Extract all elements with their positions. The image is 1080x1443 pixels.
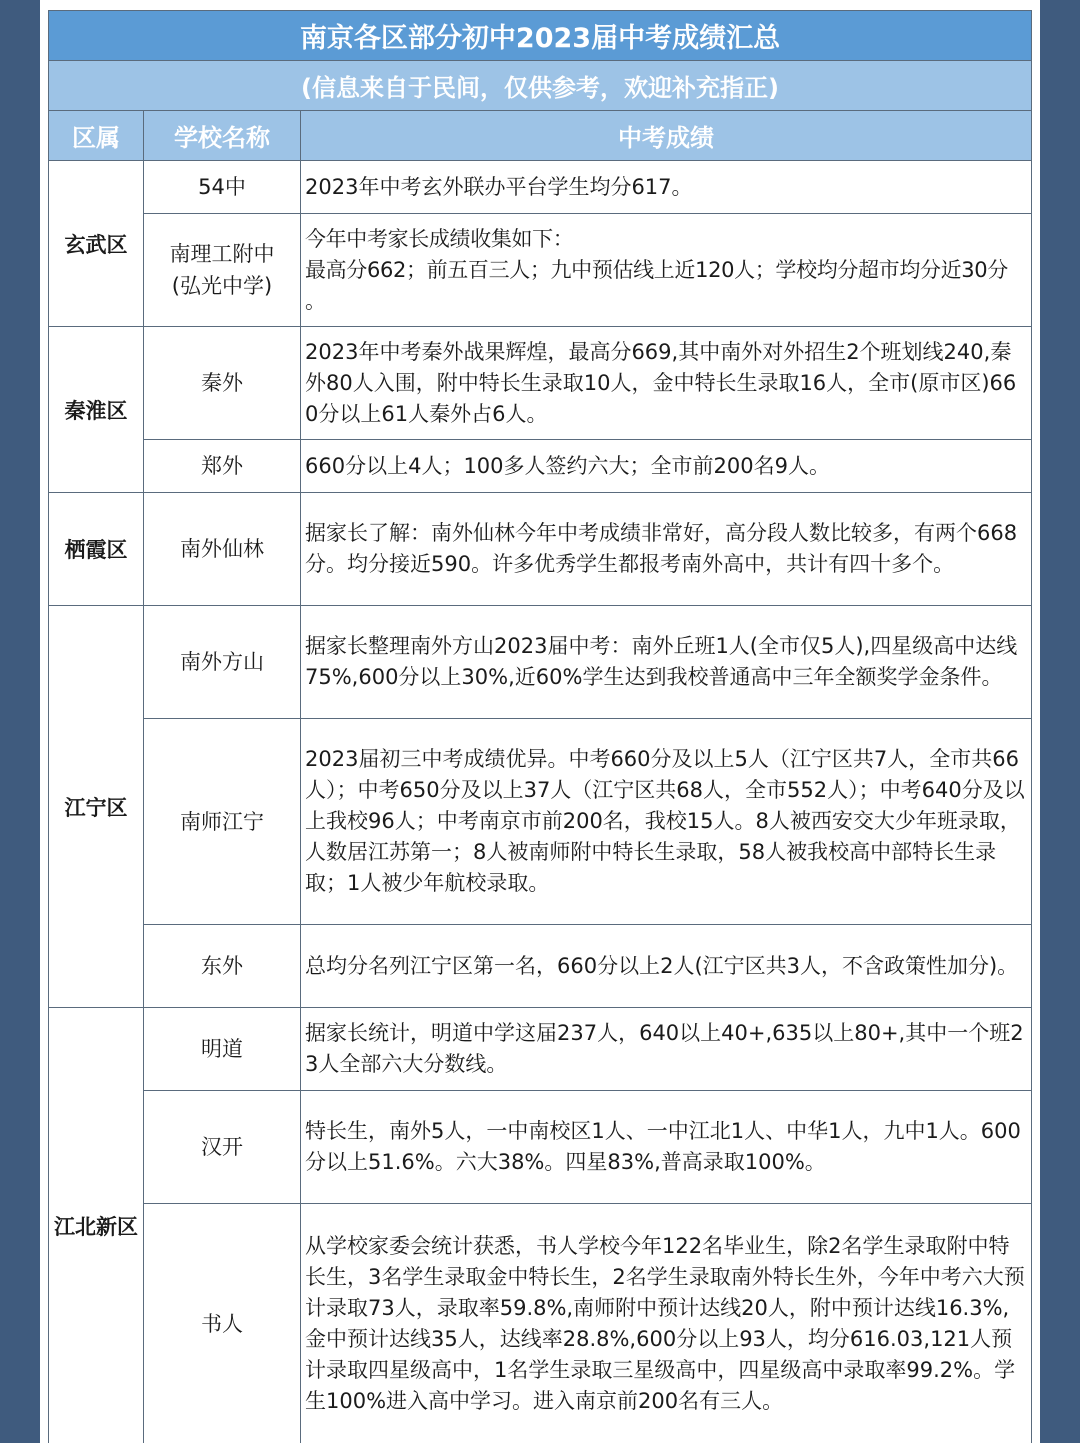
result-text: 2023届初三中考成绩优异。中考660分及以上5人（江宁区共7人，全市共66人）；中考650分及以上37人（江宁区共68人，全市552人）；中考640分及以上我校96人；中考南京市前200名，我校15人。8人被西安交大少年班录取，人数居江苏第一；8人被南师附中特长生录取，58人被我校高中部特长生录取；1人被少年航校录取。	[305, 747, 1025, 895]
school-cell: 秦外	[144, 327, 301, 440]
result-text: 今年中考家长成绩收集如下：	[305, 226, 574, 251]
scores-table	[48, 10, 1032, 1443]
school-cell: 南外仙林	[144, 493, 301, 606]
school-name-line: (弘光中学)	[171, 274, 273, 298]
school-cell: 南师江宁	[144, 719, 301, 925]
header-school: 学校名称	[144, 111, 301, 161]
district-cell: 秦淮区	[49, 327, 144, 493]
result-cell	[301, 606, 1032, 719]
result-cell	[301, 493, 1032, 606]
school-cell: 郑外	[144, 440, 301, 493]
table-title: 南京各区部分初中2023届中考成绩汇总	[49, 11, 1032, 61]
table-row	[49, 1204, 1032, 1443]
table-row	[49, 719, 1032, 925]
school-cell: 汉开	[144, 1091, 301, 1204]
result-text: 660分以上4人；100多人签约六大；全市前200名9人。	[305, 453, 830, 478]
table-row	[49, 214, 1032, 327]
result-cell	[301, 327, 1032, 440]
school-cell: 明道	[144, 1008, 301, 1091]
school-name-line: 南理工附中	[169, 242, 275, 266]
result-text: 从学校家委会统计获悉，书人学校今年122名毕业生，除2名学生录取附中特长生，3名学生录取金中特长生，2名学生录取南外特长生外，今年中考六大预计录取73人，录取率59.8%,南师附中预计达线20人，附中预计达线16.3%,金中预计达线35人，达线率28.8%,600分以上93人，均分616.03,121人预计录取四星级高中，1名学生录取三星级高中，四星级高中录取率99.2%。学生100%进入高中学习。进入南京前200名有三人。	[305, 1233, 1025, 1413]
result-text: 据家长整理南外方山2023届中考：南外丘班1人(全市仅5人),四星级高中达线75%,600分以上30%,近60%学生达到我校普通高中三年全额奖学金条件。	[305, 634, 1018, 689]
result-text: 据家长统计，明道中学这届237人，640以上40+,635以上80+,其中一个班23人全部六大分数线。	[305, 1021, 1024, 1076]
table-subtitle: (信息来自于民间，仅供参考，欢迎补充指正)	[49, 61, 1032, 111]
result-text: 特长生，南外5人，一中南校区1人、一中江北1人、中华1人，九中1人。600分以上51.6%。六大38%。四星83%,普高录取100%。	[305, 1119, 1021, 1174]
table-row	[49, 161, 1032, 214]
table-row	[49, 327, 1032, 440]
header-result: 中考成绩	[301, 111, 1032, 161]
district-cell: 江北新区	[49, 1008, 144, 1443]
result-cell	[301, 440, 1032, 493]
result-cell	[301, 161, 1032, 214]
result-text: 。	[305, 288, 326, 313]
result-text: 总均分名列江宁区第一名，660分以上2人(江宁区共3人，不含政策性加分)。	[305, 953, 1019, 978]
table-row	[49, 606, 1032, 719]
result-text: 最高分662；前五百三人；九中预估线上近120人；学校均分超市均分近30分	[305, 257, 1008, 282]
result-cell	[301, 1091, 1032, 1204]
result-cell	[301, 1008, 1032, 1091]
result-text: 2023年中考秦外战果辉煌，最高分669,其中南外对外招生2个班划线240,秦外80人入围，附中特长生录取10人，金中特长生录取16人，全市(原市区)660分以上61人秦外占6人。	[305, 339, 1017, 426]
table-row	[49, 925, 1032, 1008]
district-cell: 江宁区	[49, 606, 144, 1008]
district-cell: 玄武区	[49, 161, 144, 327]
header-row	[49, 111, 1032, 161]
document-sheet	[40, 0, 1040, 1443]
result-cell	[301, 1204, 1032, 1443]
school-cell: 书人	[144, 1204, 301, 1443]
school-cell: 东外	[144, 925, 301, 1008]
school-cell: 54中	[144, 161, 301, 214]
result-cell	[301, 214, 1032, 327]
result-cell	[301, 925, 1032, 1008]
district-cell: 栖霞区	[49, 493, 144, 606]
school-cell: 南外方山	[144, 606, 301, 719]
table-row	[49, 1091, 1032, 1204]
table-row	[49, 493, 1032, 606]
school-cell	[144, 214, 301, 327]
header-district: 区属	[49, 111, 144, 161]
table-row	[49, 1008, 1032, 1091]
title-row	[49, 11, 1032, 61]
result-text: 据家长了解：南外仙林今年中考成绩非常好，高分段人数比较多，有两个668分。均分接近590。许多优秀学生都报考南外高中，共计有四十多个。	[305, 521, 1018, 576]
subtitle-row	[49, 61, 1032, 111]
result-text: 2023年中考玄外联办平台学生均分617。	[305, 174, 693, 199]
result-cell	[301, 719, 1032, 925]
table-row	[49, 440, 1032, 493]
